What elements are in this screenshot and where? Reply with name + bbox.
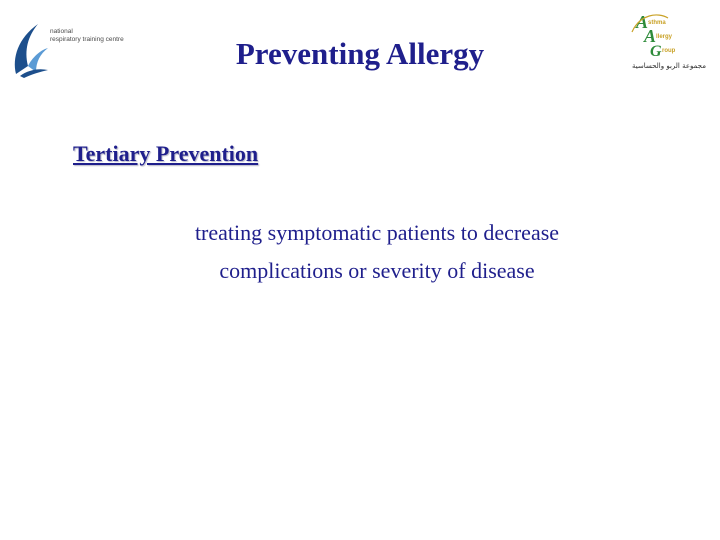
svg-text:A: A	[644, 26, 657, 46]
aag-logo	[628, 10, 710, 76]
logo-arabic-text: مجموعة الربو والحساسية	[632, 62, 706, 70]
section-heading: Tertiary Prevention	[73, 141, 259, 166]
body-line-1: treating symptomatic patients to decrease	[194, 220, 560, 245]
svg-text:roup: roup	[662, 48, 676, 54]
body-line-2: complications or severity of disease	[219, 258, 535, 283]
svg-text:sthma: sthma	[648, 20, 666, 26]
ntrc-arc-logo-icon	[10, 20, 50, 80]
body-text	[130, 214, 624, 290]
slide-title: Preventing Allergy	[235, 36, 485, 71]
logo-line-2: respiratory training centre	[50, 36, 124, 43]
svg-text:A: A	[636, 12, 649, 32]
logo-line-1: national	[50, 28, 73, 35]
svg-text:G: G	[650, 43, 662, 60]
aag-logo-icon	[628, 10, 710, 62]
ntrc-logo	[10, 20, 140, 82]
svg-text:llergy: llergy	[656, 34, 673, 40]
